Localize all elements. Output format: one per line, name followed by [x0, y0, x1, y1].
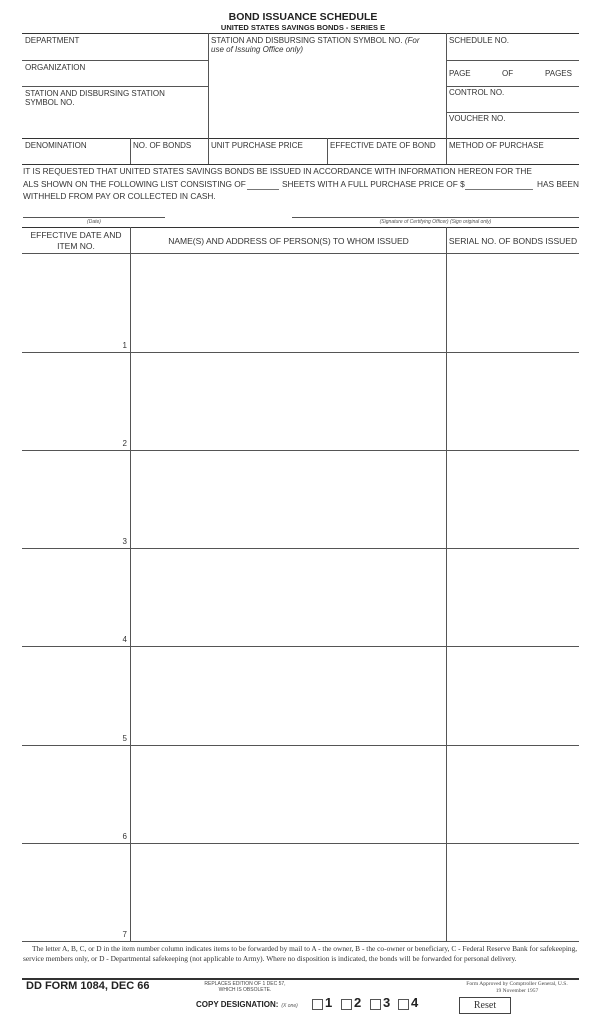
copy-2-checkbox[interactable] [341, 999, 352, 1010]
item-number: 6 [122, 832, 127, 841]
request-text-line2c: HAS BEEN [537, 179, 579, 189]
unit-purchase-price-field[interactable] [209, 139, 327, 164]
organization-field[interactable] [22, 61, 208, 86]
schedule-no-field[interactable] [447, 34, 579, 60]
table-row-6-names-cell[interactable] [131, 746, 446, 843]
table-row-2-date-cell[interactable] [22, 353, 130, 450]
date-input[interactable] [23, 205, 169, 218]
approval-note: Form Approved by Comptroller General, U.S. 19 November 1957 [466, 981, 568, 994]
request-text-line1: IT IS REQUESTED THAT UNITED STATES SAVINGS BONDS BE ISSUED IN ACCORDANCE WITH INFORMATION HEREON FOR THE [23, 166, 532, 176]
column-header-names: NAME(S) AND ADDRESS OF PERSON(S) TO WHOM ISSUED [168, 236, 409, 246]
effective-date-of-bond-field[interactable] [328, 139, 446, 164]
date-caption: (Date) [87, 219, 101, 225]
column-header-serial: SERIAL NO. OF BONDS ISSUED [448, 236, 578, 246]
unit-purchase-price-label: UNIT PURCHASE PRICE [211, 141, 303, 150]
item-number: 3 [122, 537, 127, 546]
pages-label: PAGES [545, 69, 572, 78]
signature-line [292, 217, 579, 218]
table-row-5-serial-cell[interactable] [447, 647, 579, 745]
table-top-border [22, 227, 579, 228]
station-symbol-label: STATION AND DISBURSING STATION [25, 89, 165, 98]
of-label: OF [502, 69, 514, 78]
request-text-line2b: SHEETS WITH A FULL PURCHASE PRICE OF $ [282, 179, 465, 189]
item-number: 2 [122, 439, 127, 448]
reset-button[interactable]: Reset [459, 997, 511, 1014]
table-row-6-date-cell[interactable] [22, 746, 130, 843]
issuing-station-note: (For [404, 36, 420, 45]
schedule-no-label: SCHEDULE NO. [449, 36, 510, 45]
effective-date-of-bond-label: EFFECTIVE DATE OF BOND [330, 141, 436, 150]
table-row-1-names-cell[interactable] [131, 254, 446, 352]
voucher-no-field[interactable] [447, 113, 579, 138]
station-symbol-field[interactable] [22, 87, 208, 138]
signature-caption: (Signature of Certifying Officer) (Sign original only) [379, 219, 492, 225]
denomination-field[interactable] [22, 139, 130, 164]
column-header-effective-date: EFFECTIVE DATE AND ITEM NO. [30, 230, 122, 251]
table-row-1-date-cell[interactable] [22, 254, 130, 352]
no-of-bonds-label: NO. OF BONDS [133, 141, 192, 150]
table-row-2-names-cell[interactable] [131, 353, 446, 450]
copy-4-checkbox[interactable] [398, 999, 409, 1010]
form-title: BOND ISSUANCE SCHEDULE [228, 11, 378, 23]
department-label: DEPARTMENT [25, 36, 80, 45]
sheets-count-input[interactable] [247, 178, 283, 191]
table-row-5-date-cell[interactable] [22, 647, 130, 745]
table-row-5-names-cell[interactable] [131, 647, 446, 745]
copy-designation-label: COPY DESIGNATION: (X one) [196, 1000, 298, 1009]
request-text-line2a: ALS SHOWN ON THE FOLLOWING LIST CONSISTING OF [23, 179, 246, 189]
table-row-2-serial-cell[interactable] [447, 353, 579, 450]
copy-3-label: 3 [383, 995, 391, 1010]
copy-4-label: 4 [411, 995, 419, 1010]
voucher-no-label: VOUCHER NO. [449, 114, 506, 123]
copy-2-label: 2 [354, 995, 362, 1010]
issuing-station-field[interactable] [209, 34, 446, 138]
form-subtitle: UNITED STATES SAVINGS BONDS - SERIES E [220, 23, 386, 32]
item-number: 7 [122, 930, 127, 939]
item-number: 1 [122, 341, 127, 350]
disposition-notes: The letter A, B, C, or D in the item number column indicates items to be forwarded by mail to A - the owner, B - the co-owner or beneficiary, C - Federal Reserve Bank for safekeeping, service members only, or D - Departmental safekeeping (not applicable to Army). Where no disposition is indicated, the bonds will be forwarded for personal delivery. [23, 944, 578, 963]
issuing-station-label: STATION AND DISBURSING STATION SYMBOL NO. [211, 36, 403, 45]
copy-1-label: 1 [325, 995, 333, 1010]
table-row-4-date-cell[interactable] [22, 549, 130, 646]
form-id: DD FORM 1084, DEC 66 [26, 980, 150, 992]
control-no-label: CONTROL NO. [449, 88, 505, 97]
table-row-7-serial-cell[interactable] [447, 844, 579, 941]
table-row-1-serial-cell[interactable] [447, 254, 579, 352]
method-of-purchase-label: METHOD OF PURCHASE [449, 141, 544, 150]
table-row-3-names-cell[interactable] [131, 451, 446, 548]
request-text-line3: WITHHELD FROM PAY OR COLLECTED IN CASH. [23, 191, 216, 201]
table-row-4-names-cell[interactable] [131, 549, 446, 646]
purchase-price-input[interactable] [465, 178, 537, 191]
organization-label: ORGANIZATION [25, 63, 86, 72]
page-label: PAGE [449, 69, 471, 78]
method-of-purchase-field[interactable] [447, 139, 579, 164]
station-symbol-label-2: SYMBOL NO. [25, 98, 75, 107]
issuing-station-note-2: use of Issuing Office only) [211, 45, 304, 54]
table-row-6-serial-cell[interactable] [447, 746, 579, 843]
divider [22, 164, 579, 165]
row-divider [22, 941, 579, 942]
table-row-7-date-cell[interactable] [22, 844, 130, 941]
table-row-3-serial-cell[interactable] [447, 451, 579, 548]
table-row-3-date-cell[interactable] [22, 451, 130, 548]
no-of-bonds-field[interactable] [131, 139, 208, 164]
control-no-field[interactable] [447, 87, 579, 112]
page-of-pages-field[interactable] [447, 61, 579, 86]
department-field[interactable] [22, 34, 208, 60]
table-row-4-serial-cell[interactable] [447, 549, 579, 646]
denomination-label: DENOMINATION [25, 141, 87, 150]
replaces-edition-note: REPLACES EDITION OF 1 DEC 57, WHICH IS OBSOLETE. [204, 981, 286, 993]
item-number: 5 [122, 734, 127, 743]
copy-3-checkbox[interactable] [370, 999, 381, 1010]
copy-designation-hint: (X one) [281, 1003, 298, 1009]
item-number: 4 [122, 635, 127, 644]
table-row-7-names-cell[interactable] [131, 844, 446, 941]
copy-1-checkbox[interactable] [312, 999, 323, 1010]
